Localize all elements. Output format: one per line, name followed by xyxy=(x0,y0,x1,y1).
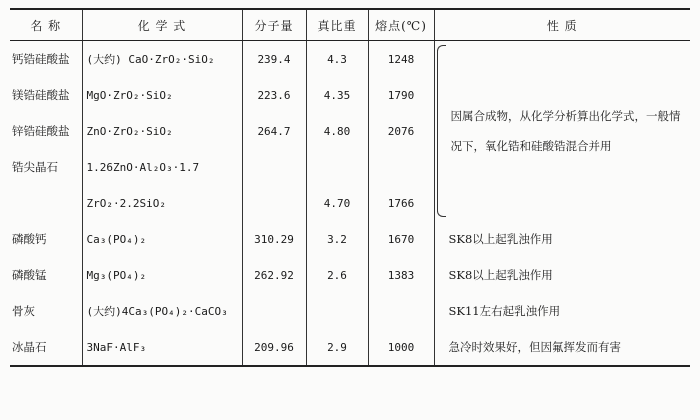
cell-molecular-weight: 209.96 xyxy=(242,329,306,366)
cell-melting-point: 1790 xyxy=(368,77,434,113)
cell-name: 镁锆硅酸盐 xyxy=(12,88,70,102)
group-note-text: 因属合成物，从化学分析算出化学式，一般情况下，氧化锆和硅酸锆混合并用 xyxy=(450,109,681,153)
cell-name: 磷酸钙 xyxy=(12,232,47,246)
cell-molecular-weight xyxy=(242,185,306,221)
cell-molecular-weight: 262.92 xyxy=(242,257,306,293)
cell-specific-gravity: 4.80 xyxy=(306,113,368,149)
cell-specific-gravity: 2.6 xyxy=(306,257,368,293)
table-row xyxy=(10,293,690,329)
cell-name xyxy=(10,185,82,221)
cell-formula: 3NaF·AlF₃ xyxy=(82,329,242,366)
cell-melting-point xyxy=(368,149,434,185)
data-table xyxy=(10,8,690,367)
cell-specific-gravity: 4.70 xyxy=(306,185,368,221)
cell-melting-point: 2076 xyxy=(368,113,434,149)
cell-molecular-weight xyxy=(242,149,306,185)
header-molecular-weight: 分子量 xyxy=(242,9,306,41)
cell-formula: ZrO₂·2.2SiO₂ xyxy=(82,185,242,221)
header-name: 名 称 xyxy=(10,9,82,41)
cell-name: 锆尖晶石 xyxy=(12,160,58,174)
cell-name: 磷酸锰 xyxy=(12,268,47,282)
cell-molecular-weight xyxy=(242,293,306,329)
header-properties: 性 质 xyxy=(434,9,690,41)
cell-melting-point: 1000 xyxy=(368,329,434,366)
cell-melting-point: 1383 xyxy=(368,257,434,293)
cell-properties: 急冷时效果好，但因氟挥发而有害 xyxy=(434,329,690,366)
cell-molecular-weight: 239.4 xyxy=(242,41,306,78)
cell-name: 钙锆硅酸盐 xyxy=(12,52,70,66)
cell-formula: Mg₃(PO₄)₂ xyxy=(82,257,242,293)
cell-name: 锌锆硅酸盐 xyxy=(12,124,70,138)
cell-name: 骨灰 xyxy=(12,304,35,318)
cell-molecular-weight: 223.6 xyxy=(242,77,306,113)
cell-melting-point: 1248 xyxy=(368,41,434,78)
cell-formula: ZnO·ZrO₂·SiO₂ xyxy=(82,113,242,149)
cell-molecular-weight: 264.7 xyxy=(242,113,306,149)
cell-melting-point xyxy=(368,293,434,329)
cell-melting-point: 1766 xyxy=(368,185,434,221)
brace-bracket xyxy=(437,45,446,217)
cell-specific-gravity xyxy=(306,293,368,329)
cell-melting-point: 1670 xyxy=(368,221,434,257)
cell-formula: 1.26ZnO·Al₂O₃·1.7 xyxy=(82,149,242,185)
header-row xyxy=(10,9,690,41)
cell-specific-gravity: 4.35 xyxy=(306,77,368,113)
cell-specific-gravity: 3.2 xyxy=(306,221,368,257)
header-specific-gravity: 真比重 xyxy=(306,9,368,41)
table-row xyxy=(10,329,690,366)
table-row xyxy=(10,257,690,293)
cell-formula: (大约)4Ca₃(PO₄)₂·CaCO₃ xyxy=(82,293,242,329)
cell-formula: (大约) CaO·ZrO₂·SiO₂ xyxy=(82,41,242,78)
cell-name: 冰晶石 xyxy=(10,329,82,366)
cell-formula: MgO·ZrO₂·SiO₂ xyxy=(82,77,242,113)
cell-specific-gravity xyxy=(306,149,368,185)
cell-formula: Ca₃(PO₄)₂ xyxy=(82,221,242,257)
cell-properties: SK11左右起乳浊作用 xyxy=(434,293,690,329)
cell-group-note xyxy=(434,41,690,222)
cell-specific-gravity: 2.9 xyxy=(306,329,368,366)
cell-properties: SK8以上起乳浊作用 xyxy=(434,257,690,293)
table-row xyxy=(10,221,690,257)
header-melting-point: 熔点(℃) xyxy=(368,9,434,41)
cell-molecular-weight: 310.29 xyxy=(242,221,306,257)
header-formula: 化 学 式 xyxy=(82,9,242,41)
cell-specific-gravity: 4.3 xyxy=(306,41,368,78)
cell-properties: SK8以上起乳浊作用 xyxy=(434,221,690,257)
table-row xyxy=(10,41,690,78)
